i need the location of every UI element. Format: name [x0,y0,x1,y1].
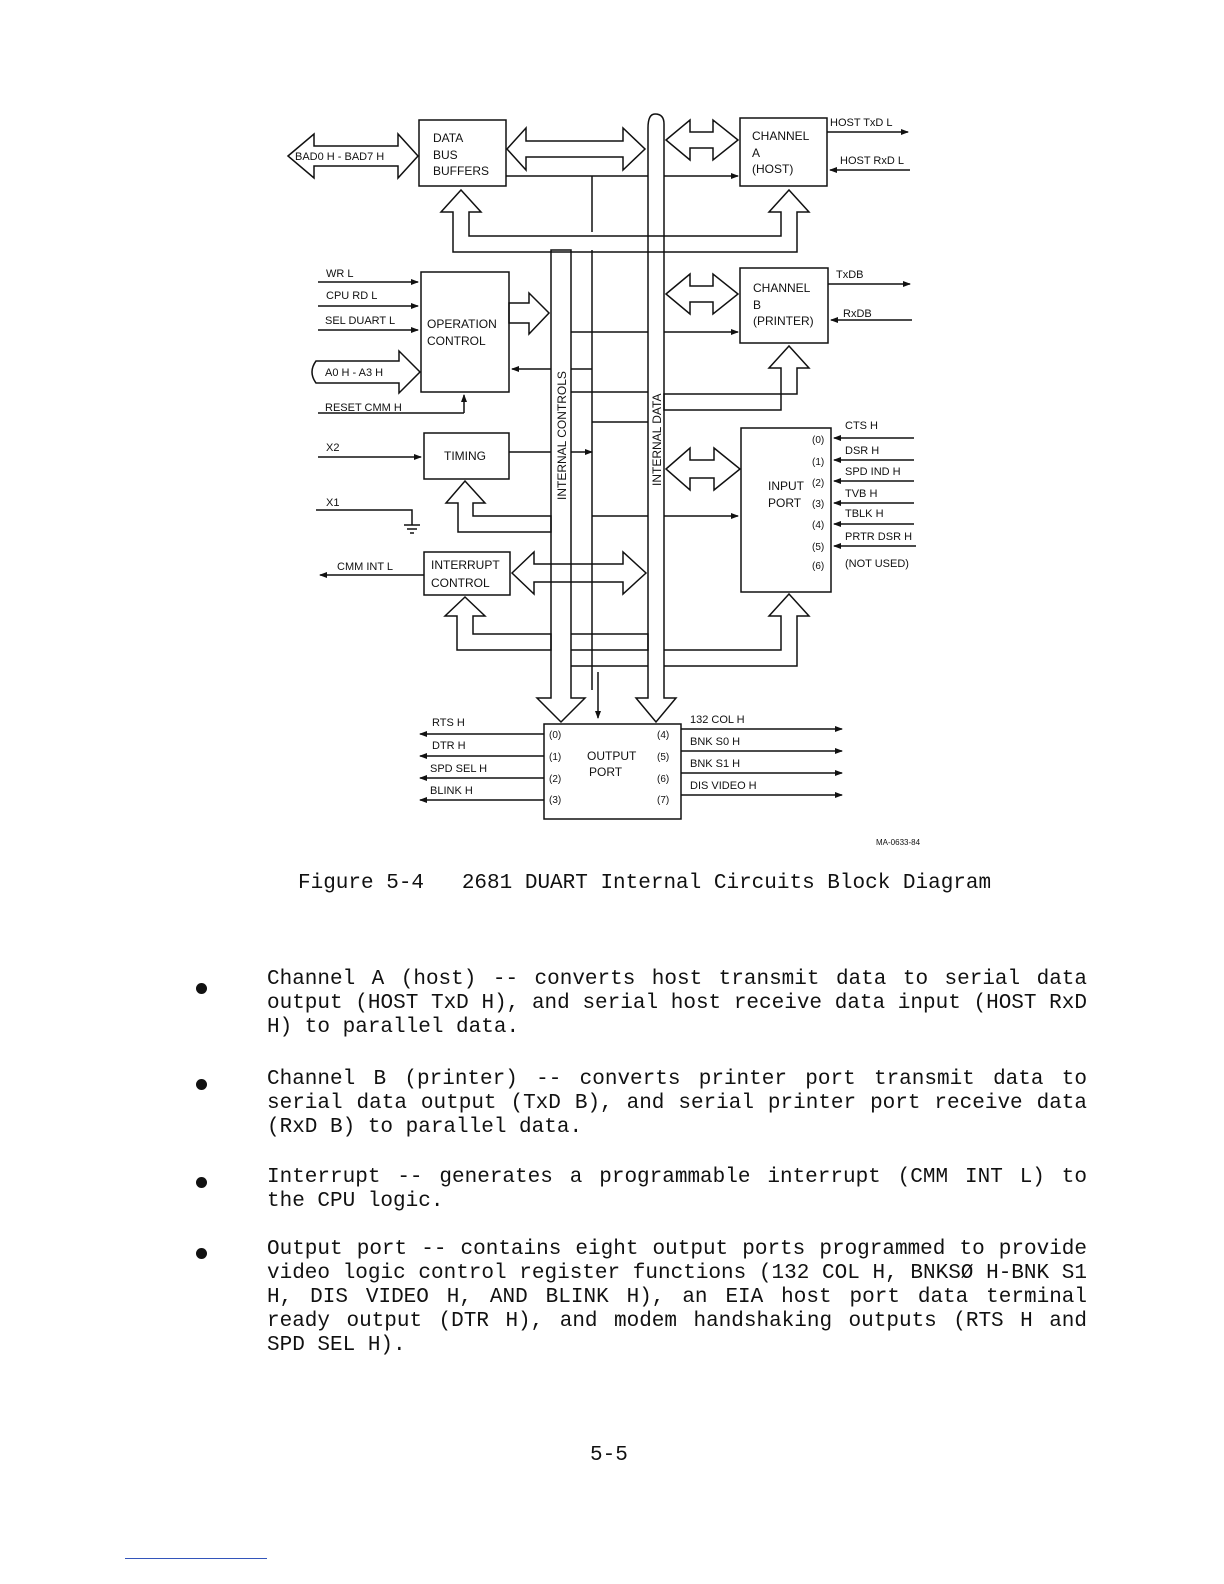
internal-data-label: INTERNAL DATA [650,393,664,486]
tblk-label: TBLK H [845,508,884,520]
input-pin-4: (4) [812,520,825,531]
operation-control-label-2: CONTROL [427,334,486,348]
bullet-text-interrupt: Interrupt -- generates a programmable interrupt (CMM INT L) to the CPU logic. [267,1166,1087,1213]
input-pin-3: (3) [812,499,825,510]
output-pin-4: (4) [657,730,670,741]
bullet-dot [196,978,212,994]
input-port-label-1: INPUT [768,479,804,493]
bus-to-channel-a-arrow [666,120,738,160]
output-pin-3: (3) [549,795,562,806]
output-pin-5: (5) [657,752,670,763]
timing-u-arrow [446,481,551,532]
figure-code: MA-0633-84 [876,838,921,847]
operation-control-label-1: OPERATION [427,317,497,331]
data-bus-to-bus-arrow [507,128,645,170]
bullet-dot [196,1074,212,1090]
rts-label: RTS H [432,717,465,729]
bnk-s0-label: BNK S0 H [690,736,741,748]
col132-label: 132 COL H [690,714,745,726]
cmm-int-label: CMM INT L [337,561,394,573]
blink-label: BLINK H [430,785,473,797]
x1-label: X1 [326,497,340,509]
input-pin-2: (2) [812,478,825,489]
output-port-label-1: OUTPUT [587,749,637,763]
output-pin-6: (6) [657,774,670,785]
rxdb-label: RxDB [843,308,872,320]
output-pin-7: (7) [657,795,670,806]
page-number: 5-5 [590,1444,628,1467]
internal-controls-label: INTERNAL CONTROLS [555,371,569,500]
channel-b-label-2: B [753,298,762,312]
output-pin-0: (0) [549,730,562,741]
host-txd-label: HOST TxD L [830,117,893,129]
dsr-label: DSR H [845,445,880,457]
bnk-s1-label: BNK S1 H [690,758,741,770]
figure-caption: Figure 5-4 2681 DUART Internal Circuits Block Diagram [298,872,992,895]
input-pin-0: (0) [812,435,825,446]
bullet-dot [196,1243,212,1259]
dis-video-label: DIS VIDEO H [690,780,757,792]
cpu-rd-label: CPU RD L [326,290,378,302]
host-rxd-label: HOST RxD L [840,155,904,167]
cts-label: CTS H [845,420,878,432]
output-port-label-2: PORT [589,765,623,779]
interrupt-control-label-1: INTERRUPT [431,558,500,572]
spd-ind-label: SPD IND H [845,466,901,478]
interrupt-control-label-2: CONTROL [431,576,490,590]
channel-a-label-2: A [752,146,761,160]
reset-cmm-label: RESET CMM H [325,402,402,414]
bus-to-channel-b-arrow [666,274,738,314]
spd-sel-label: SPD SEL H [430,763,488,775]
prtr-dsr-label: PRTR DSR H [845,531,913,543]
data-bus-u-arrow [441,190,809,252]
channel-a-label-1: CHANNEL [752,129,810,143]
op-control-arrow [509,293,549,334]
data-bus-buffers-label-3: BUFFERS [433,164,490,178]
channel-b-u-arrow [664,346,809,410]
dtr-label: DTR H [432,740,466,752]
output-pin-2: (2) [549,774,562,785]
channel-b-label-3: (PRINTER) [753,314,814,328]
input-port-label-2: PORT [768,496,802,510]
bullet-text-output-port: Output port -- contains eight output ports programmed to provide video logic control register functions (132 COL H, BNKSØ H-BNK S1 H, DIS VIDEO H, AND BLINK H), an EIA host port data terminal ready output (DTR H), and modem handshaking outputs (RTS H and SPD SEL H). [267,1238,1087,1357]
bullet-dot [196,1172,212,1188]
data-bus-buffers-label-2: BUS [433,148,458,162]
channel-b-label-1: CHANNEL [753,281,811,295]
input-pin-5: (5) [812,542,825,553]
footer-rule [125,1558,267,1559]
wr-label: WR L [326,268,354,280]
sel-duart-label: SEL DUART L [325,315,396,327]
x2-label: X2 [326,442,340,454]
a0-a3-label: A0 H - A3 H [325,367,384,379]
interrupt-to-bus-arrow [512,552,646,594]
txdb-label: TxDB [836,269,864,281]
timing-label: TIMING [444,449,486,463]
bullet-text-channel-b: Channel B (printer) -- converts printer port transmit data to serial data output (TxD B), and serial printer port receive data (RxD B) to parallel data. [267,1068,1087,1139]
bus-to-input-port-arrow [666,448,740,490]
not-used-label: (NOT USED) [845,558,909,570]
bad-signal-label: BAD0 H - BAD7 H [295,151,385,163]
input-port-u-arrow [445,597,551,650]
channel-a-label-3: (HOST) [752,162,794,176]
tvb-label: TVB H [845,488,878,500]
input-pin-1: (1) [812,457,825,468]
data-bus-buffers-label-1: DATA [433,131,464,145]
operation-control-block [421,272,509,392]
bullet-text-channel-a: Channel A (host) -- converts host transmit data to serial data output (HOST TxD H), and serial host receive data input (HOST RxD H) to parallel data. [267,968,1087,1039]
input-pin-6: (6) [812,561,825,572]
output-pin-1: (1) [549,752,562,763]
